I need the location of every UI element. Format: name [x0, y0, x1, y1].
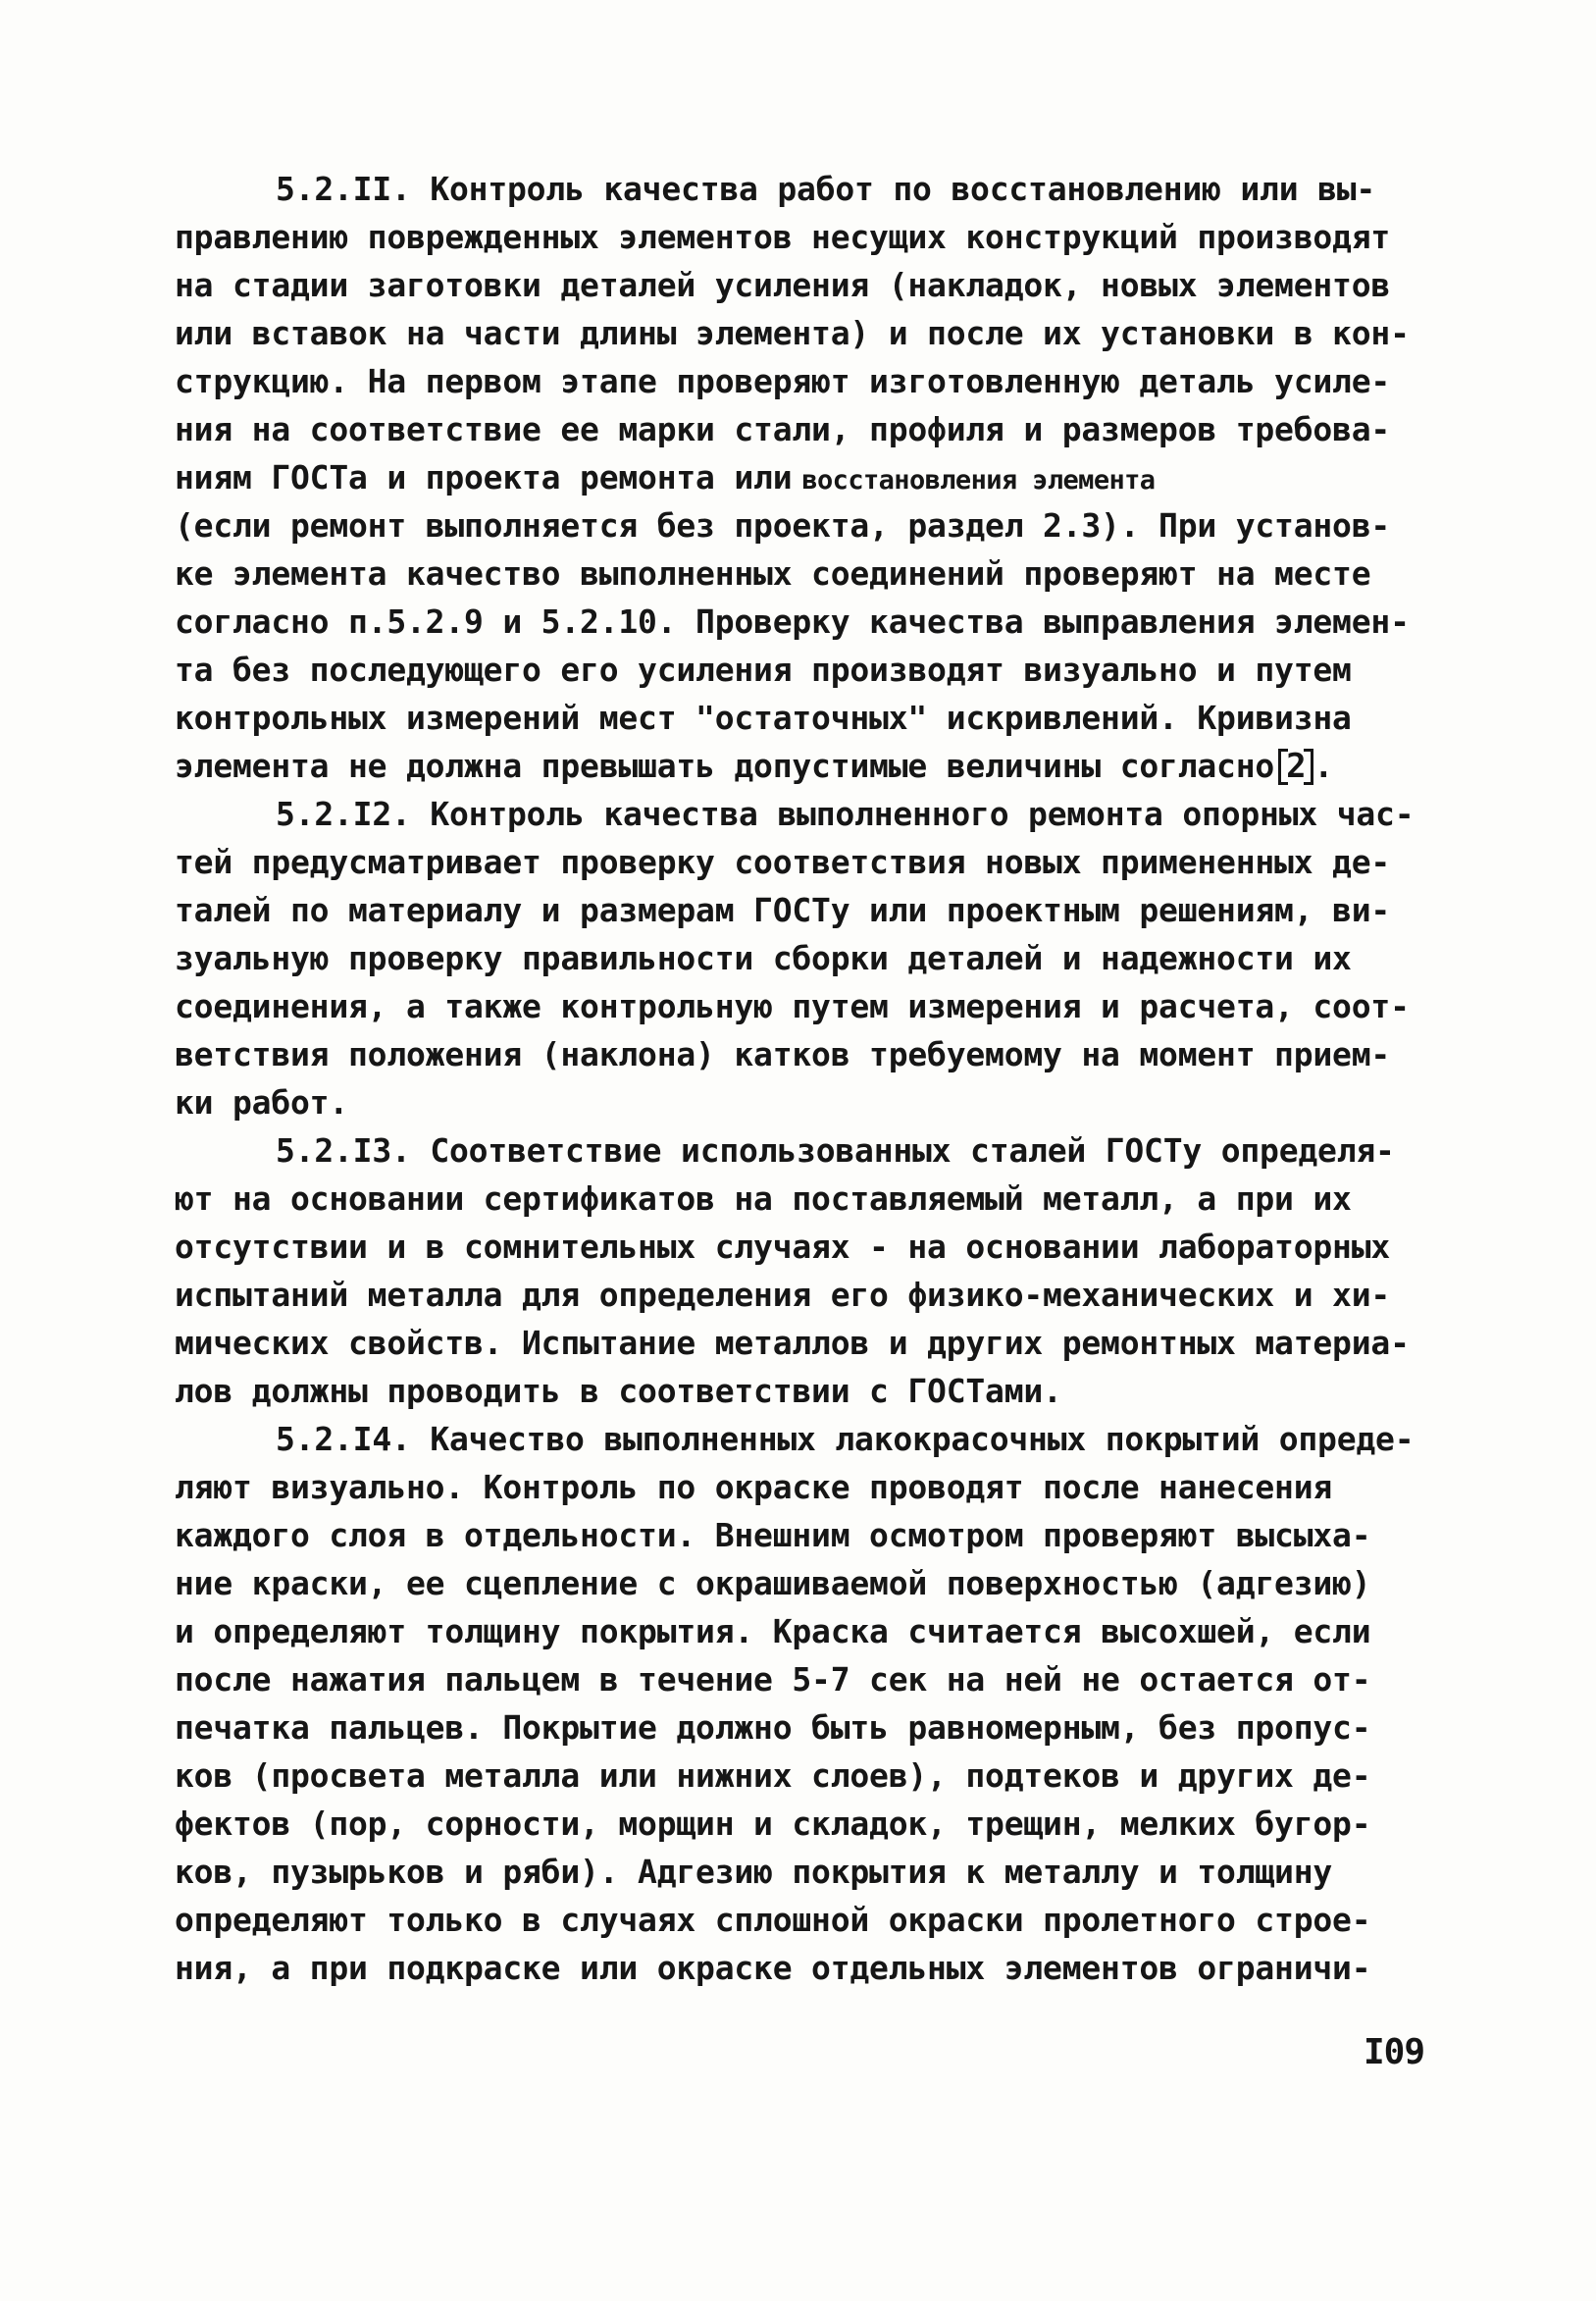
line-text: 5.2.I4. Качество выполненных лакокрасочных покрытий опреде- [276, 1420, 1415, 1458]
text-line [175, 1319, 1450, 1367]
text-line [175, 549, 1450, 598]
paragraph [175, 1415, 1450, 1992]
line-text: печатка пальцев. Покрытие должно быть равномерным, без пропус- [175, 1708, 1371, 1747]
line-text: ляют визуально. Контроль по окраске проводят после нанесения [175, 1468, 1333, 1506]
line-text: на стадии заготовки деталей усиления (накладок, новых элементов [175, 266, 1391, 304]
line-text: ния, а при подкраске или окраске отдельных элементов ограничи- [175, 1949, 1371, 1987]
line-text: правлению поврежденных элементов несущих конструкций производят [175, 218, 1391, 256]
line-text: соединения, а также контрольную путем измерения и расчета, соот- [175, 987, 1410, 1025]
text-line [175, 886, 1450, 934]
line-text: ют на основании сертификатов на поставляемый металл, а при их [175, 1179, 1352, 1218]
line-text: и определяют толщину покрытия. Краска считается высохшей, если [175, 1612, 1371, 1650]
page-number: I09 [1364, 2032, 1425, 2072]
text-line [175, 1415, 1450, 1463]
line-text: элемента не должна превышать допустимые величины согласно [175, 747, 1275, 785]
text-line [175, 646, 1450, 694]
stamped-insertion: восстановления элемента [801, 465, 1156, 496]
paragraph [175, 790, 1450, 1126]
text-line [175, 1030, 1450, 1078]
text-line [175, 1752, 1450, 1800]
text-line [175, 1511, 1450, 1559]
line-text: фектов (пор, сорности, морщин и складок, трещин, мелких бугор- [175, 1804, 1371, 1843]
line-text: зуальную проверку правильности сборки деталей и надежности их [175, 939, 1352, 977]
line-text: согласно п.5.2.9 и 5.2.10. Проверку качества выправления элемен- [175, 602, 1410, 641]
text-line [175, 790, 1450, 838]
reference-bracket [1278, 743, 1313, 791]
text-line [175, 1655, 1450, 1703]
text-line [175, 934, 1450, 982]
line-text: контрольных измерений мест "остаточных" искривлений. Кривизна [175, 699, 1352, 737]
line-text: ки работ. [175, 1083, 349, 1122]
text-line [175, 742, 1450, 790]
text-line [175, 1367, 1450, 1415]
text-line [175, 357, 1450, 405]
line-text: (если ремонт выполняется без проекта, раздел 2.3). При установ- [175, 506, 1391, 545]
text-line [175, 501, 1450, 549]
document-body [175, 165, 1450, 1992]
text-line [175, 598, 1450, 646]
text-line [175, 1271, 1450, 1319]
text-line [175, 1559, 1450, 1607]
reference-punctuation: . [1313, 747, 1334, 785]
line-text: испытаний металла для определения его физико-механических и хи- [175, 1276, 1391, 1314]
line-text: ниям ГОСТа и проекта ремонта или [175, 458, 793, 497]
line-text: или вставок на части длины элемента) и после их установки в кон- [175, 314, 1410, 352]
text-line [175, 1848, 1450, 1896]
line-text: та без последующего его усиления производят визуально и путем [175, 651, 1352, 689]
text-line [175, 1078, 1450, 1126]
line-text: тей предусматривает проверку соответствия новых примененных де- [175, 843, 1391, 881]
text-line [175, 1607, 1450, 1655]
text-line [175, 1800, 1450, 1848]
text-line [175, 1944, 1450, 1992]
line-text: ке элемента качество выполненных соединений проверяют на месте [175, 554, 1371, 593]
text-line [175, 309, 1450, 357]
line-text: лов должны проводить в соответствии с ГОСТами. [175, 1372, 1062, 1410]
line-text: отсутствии и в сомнительных случаях - на основании лабораторных [175, 1228, 1391, 1266]
line-text: ния на соответствие ее марки стали, профиля и размеров требова- [175, 410, 1391, 448]
text-line [175, 838, 1450, 886]
line-text: мических свойств. Испытание металлов и других ремонтных материа- [175, 1324, 1410, 1362]
line-text: после нажатия пальцем в течение 5-7 сек на ней не остается от- [175, 1660, 1371, 1699]
text-line [175, 1175, 1450, 1223]
line-text: ков (просвета металла или нижних слоев), подтеков и других де- [175, 1756, 1371, 1795]
line-text: ветствия положения (наклона) катков требуемому на момент прием- [175, 1035, 1391, 1073]
paragraph [175, 1126, 1450, 1415]
line-text: определяют только в случаях сплошной окраски пролетного строе- [175, 1901, 1371, 1939]
line-text: 5.2.I3. Соответствие использованных сталей ГОСТу определя- [276, 1131, 1395, 1170]
text-line [175, 1463, 1450, 1511]
text-line [175, 1126, 1450, 1175]
text-line [175, 982, 1450, 1030]
line-text: каждого слоя в отдельности. Внешним осмотром проверяют высыха- [175, 1516, 1371, 1554]
line-text: 5.2.I2. Контроль качества выполненного ремонта опорных час- [276, 795, 1415, 833]
paragraph [175, 165, 1450, 790]
line-text: талей по материалу и размерам ГОСТу или проектным решениям, ви- [175, 891, 1391, 929]
reference-number: 2 [1286, 747, 1307, 786]
text-line [175, 213, 1450, 261]
text-line [175, 694, 1450, 742]
text-line [175, 405, 1450, 453]
line-text: струкцию. На первом этапе проверяют изготовленную деталь усиле- [175, 362, 1391, 400]
text-line [175, 165, 1450, 213]
text-line [175, 261, 1450, 309]
line-text: 5.2.II. Контроль качества работ по восстановлению или вы- [276, 170, 1376, 208]
text-line [175, 1896, 1450, 1944]
text-line [175, 1703, 1450, 1752]
text-line [175, 1223, 1450, 1271]
line-text: ков, пузырьков и ряби). Адгезию покрытия к металлу и толщину [175, 1853, 1333, 1891]
line-text: ние краски, ее сцепление с окрашиваемой поверхностью (адгезию) [175, 1564, 1371, 1602]
text-line [175, 453, 1450, 501]
